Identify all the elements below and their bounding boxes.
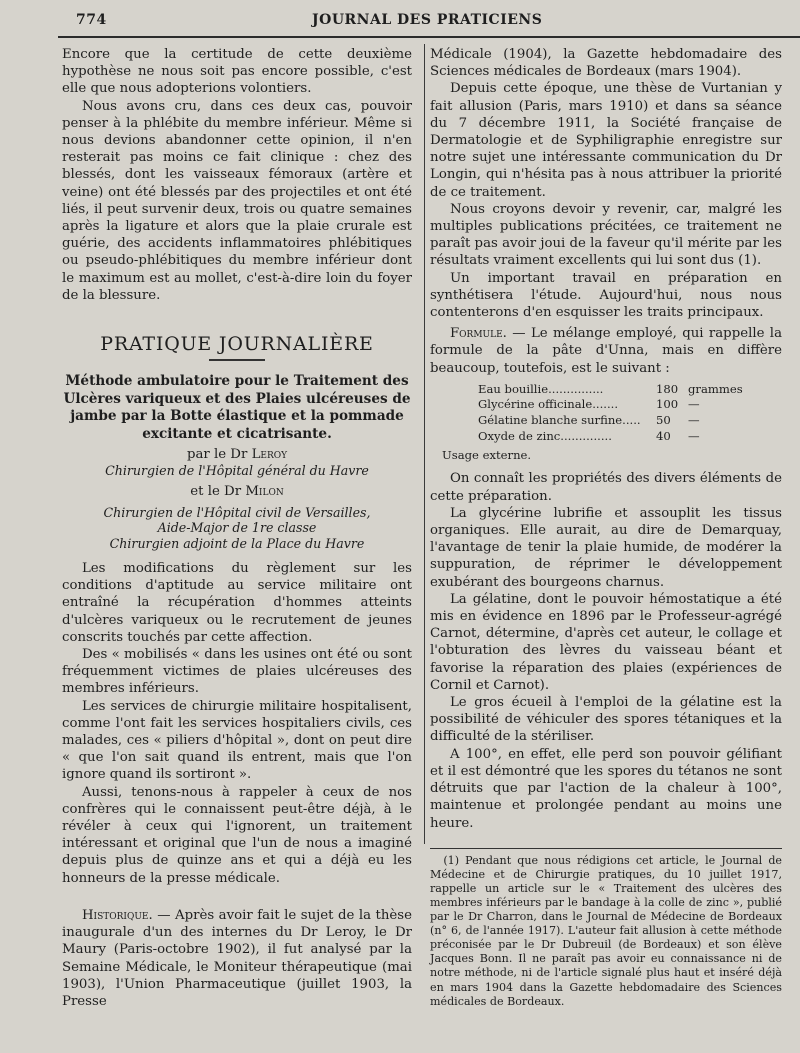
header-rule xyxy=(58,36,800,38)
byline-prefix: et le Dr xyxy=(190,484,242,500)
column-separator xyxy=(424,44,425,844)
ingredient-name: Glycérine officinale....... xyxy=(478,397,619,412)
intro-paragraph-2: Nous avons cru, dans ces deux cas, pouvoir penser à la phlébite du membre inférieur. Même si nous devions abandonner cette opinion, il n'en resterait pas moins ce fait clinique : chez des blessés, dont les vaisseaux fémoraux (artère et veine) ont été blessés par des projectiles et ont été liés, il peut survenir deux, trois ou quatre semaines après la ligature et alors que la plaie crurale est guérie, des accidents inflammatoires phlébitiques ou pseudo-phlébitiques du membre inférieur dont le maximum est au mollet, c'est-à-dire loin du foyer de la blessure. xyxy=(62,98,412,303)
body-paragraph: A 100°, en effet, elle perd son pouvoir gélifiant et il est démontré que les spores du tétanos ne sont détruits que par l'action de la chaleur à 100°, maintenue et prolongée pendant au moins une heure. xyxy=(430,746,782,831)
historique-label: Historique. xyxy=(81,907,153,923)
body-paragraph: Des « mobilisés « dans les usines ont été ou sont fréquemment victimes de plaies ulcéreuses des membres inférieurs. xyxy=(62,647,412,697)
ingredient-quantity: 100 xyxy=(656,397,679,412)
usage-note: Usage externe. xyxy=(442,448,532,463)
author-affiliation-2: Aide-Major de 1re classe xyxy=(157,520,317,536)
right-column xyxy=(430,46,782,1009)
intro-paragraph-1: Encore que la certitude de cette deuxième hypothèse ne nous soit pas encore possible, c'est elle que nous adopterions volontiers. xyxy=(62,47,412,97)
body-paragraph: La gélatine, dont le pouvoir hémostatique a été mis en évidence en 1896 par le Professeur-agrégé Carnot, détermine, d'après cet auteur, le collage et l'obturation des lèvres du vaisseau béant et favorise la réparation des plaies (expériences de Cornil et Carnot). xyxy=(430,591,782,693)
formula-row xyxy=(430,397,782,413)
byline-prefix: par le Dr xyxy=(186,446,248,462)
ingredient-name: Eau bouillie............... xyxy=(478,381,604,396)
body-paragraph: Un important travail en préparation en synthétisera l'étude. Aujourd'hui, nous nous contenterons d'en esquisser les traits principaux. xyxy=(430,270,782,321)
formule-text: — Le mélange employé, qui rappelle la formule de la pâte d'Unna, mais en diffère beaucoup, toutefois, est le suivant : xyxy=(430,326,782,376)
running-header xyxy=(60,10,780,34)
left-column xyxy=(62,46,412,1010)
author-byline-1 xyxy=(62,446,412,463)
historique-paragraph xyxy=(62,907,412,1010)
section-divider xyxy=(209,359,265,361)
author-affiliation-2: Chirurgien de l'Hôpital civil de Versailles, xyxy=(103,504,371,520)
author-affiliation-1: Chirurgien de l'Hôpital général du Havre xyxy=(105,462,369,478)
ingredient-quantity: 50 xyxy=(656,413,671,428)
historique-text: — Après avoir fait le sujet de la thèse inaugurale d'un des internes du Dr Leroy, le Dr Maury (Paris-octobre 1902), il fut analysé par la Semaine Médicale, le Moniteur thérapeutique (mai 1903), l'Union Pharmaceutique (juillet 1903, la Presse xyxy=(62,907,412,1009)
ingredient-quantity: 40 xyxy=(656,428,671,443)
body-paragraph: Le gros écueil à l'emploi de la gélatine est la possibilité de véhiculer des spores tétaniques et la difficulté de la stériliser. xyxy=(430,695,782,745)
ingredient-unit: — xyxy=(688,428,700,443)
author-name: Leroy xyxy=(251,446,288,462)
ingredient-unit: — xyxy=(688,397,700,412)
footnote-rule xyxy=(430,848,782,849)
body-paragraph: Les modifications du règlement sur les conditions d'aptitude au service militaire ont entraîné la récupération d'hommes atteints d'ulcères variqueux ou le recrutement de jeunes conscrits touchés par cette affection. xyxy=(62,561,412,645)
author-name: Milon xyxy=(245,484,284,500)
formule-label: Formule. xyxy=(449,326,507,342)
ingredient-quantity: 180 xyxy=(656,381,679,396)
author-affiliation-2: Chirurgien adjoint de la Place du Havre xyxy=(109,535,365,551)
body-paragraph: La glycérine lubrifie et assouplit les tissus organiques. Elle aurait, au dire de Demarquay, l'avantage de tenir la plaie humide, de modérer la suppuration, de réprimer le développement exubérant des bourgeons charnus. xyxy=(430,505,782,590)
body-paragraph: Les services de chirurgie militaire hospitalisent, comme l'ont fait les services hospitaliers civils, ces malades, ces « piliers d'hôpital », dont on peut dire « que l'on sait quand ils entrent, mais que l'on ignore quand ils sortiront ». xyxy=(62,698,412,783)
footnote xyxy=(430,854,782,1009)
body-paragraph: Nous croyons devoir y revenir, car, malgré les multiples publications précitées, ce traitement ne paraît pas avoir joui de la faveur qu'il mérite par les résultats vraiment excellents qui lui sont dus (1). xyxy=(430,201,782,269)
formula-row xyxy=(430,382,782,398)
formula-row xyxy=(430,413,782,429)
journal-title: JOURNAL DES PRATICIENS xyxy=(312,12,543,28)
ingredient-name: Gélatine blanche surfine..... xyxy=(478,413,641,428)
page-number: 774 xyxy=(76,12,107,28)
continued-paragraph: Médicale (1904), la Gazette hebdomadaire des Sciences médicales de Bordeaux (mars 1904). xyxy=(430,47,782,80)
ingredient-name: Oxyde de zinc.............. xyxy=(478,428,612,443)
footnote-text: (1) Pendant que nous rédigions cet article, le Journal de Médecine et de Chirurgie pratiques, du 10 juillet 1917, rappelle un article sur le « Traitement des ulcères des membres inférieurs par le bandage à la colle de zinc », publié par le Dr Charron, dans le Journal de Médecine de Bordeaux (n° 6, de l'année 1917). L'auteur fait allusion à cette méthode préconisée par le Dr Dubreuil (de Bordeaux) et son élève Jacques Bonn. Il ne paraît pas avoir eu connaissance ni de notre méthode, ni de l'article signalé plus haut et inséré déjà en mars 1904 dans la Gazette hebdomadaire des Sciences médicales de Bordeaux. xyxy=(430,853,782,1008)
author-byline-2 xyxy=(62,483,412,500)
article-title: Méthode ambulatoire pour le Traitement des Ulcères variqueux et des Plaies ulcéreuses de jambe par la Botte élastique et la pommade excitante et cicatrisante. xyxy=(63,373,411,443)
formula-row xyxy=(430,429,782,445)
formule-paragraph xyxy=(430,325,782,377)
body-paragraph: Aussi, tenons-nous à rappeler à ceux de nos confrères qui le connaissent peut-être déjà, à le révéler à ceux qui l'ignorent, un traitement intéressant et original que l'un de nous a imaginé depuis plus de quinze ans et qui a déjà eu les honneurs de la presse médicale. xyxy=(62,784,412,886)
ingredient-unit: — xyxy=(688,413,700,428)
formula-table xyxy=(430,382,782,444)
body-paragraph: On connaît les propriétés des divers éléments de cette préparation. xyxy=(430,471,782,504)
section-title: PRATIQUE JOURNALIÈRE xyxy=(100,333,374,356)
ingredient-unit: grammes xyxy=(688,381,743,396)
body-paragraph: Depuis cette époque, une thèse de Vurtanian y fait allusion (Paris, mars 1910) et dans sa séance du 7 décembre 1911, la Société française de Dermatologie et de Syphiligraphie enregistre sur notre sujet une intéressante communication du Dr Longin, qui n'hésita pas à nous attribuer la priorité de ce traitement. xyxy=(430,81,782,200)
